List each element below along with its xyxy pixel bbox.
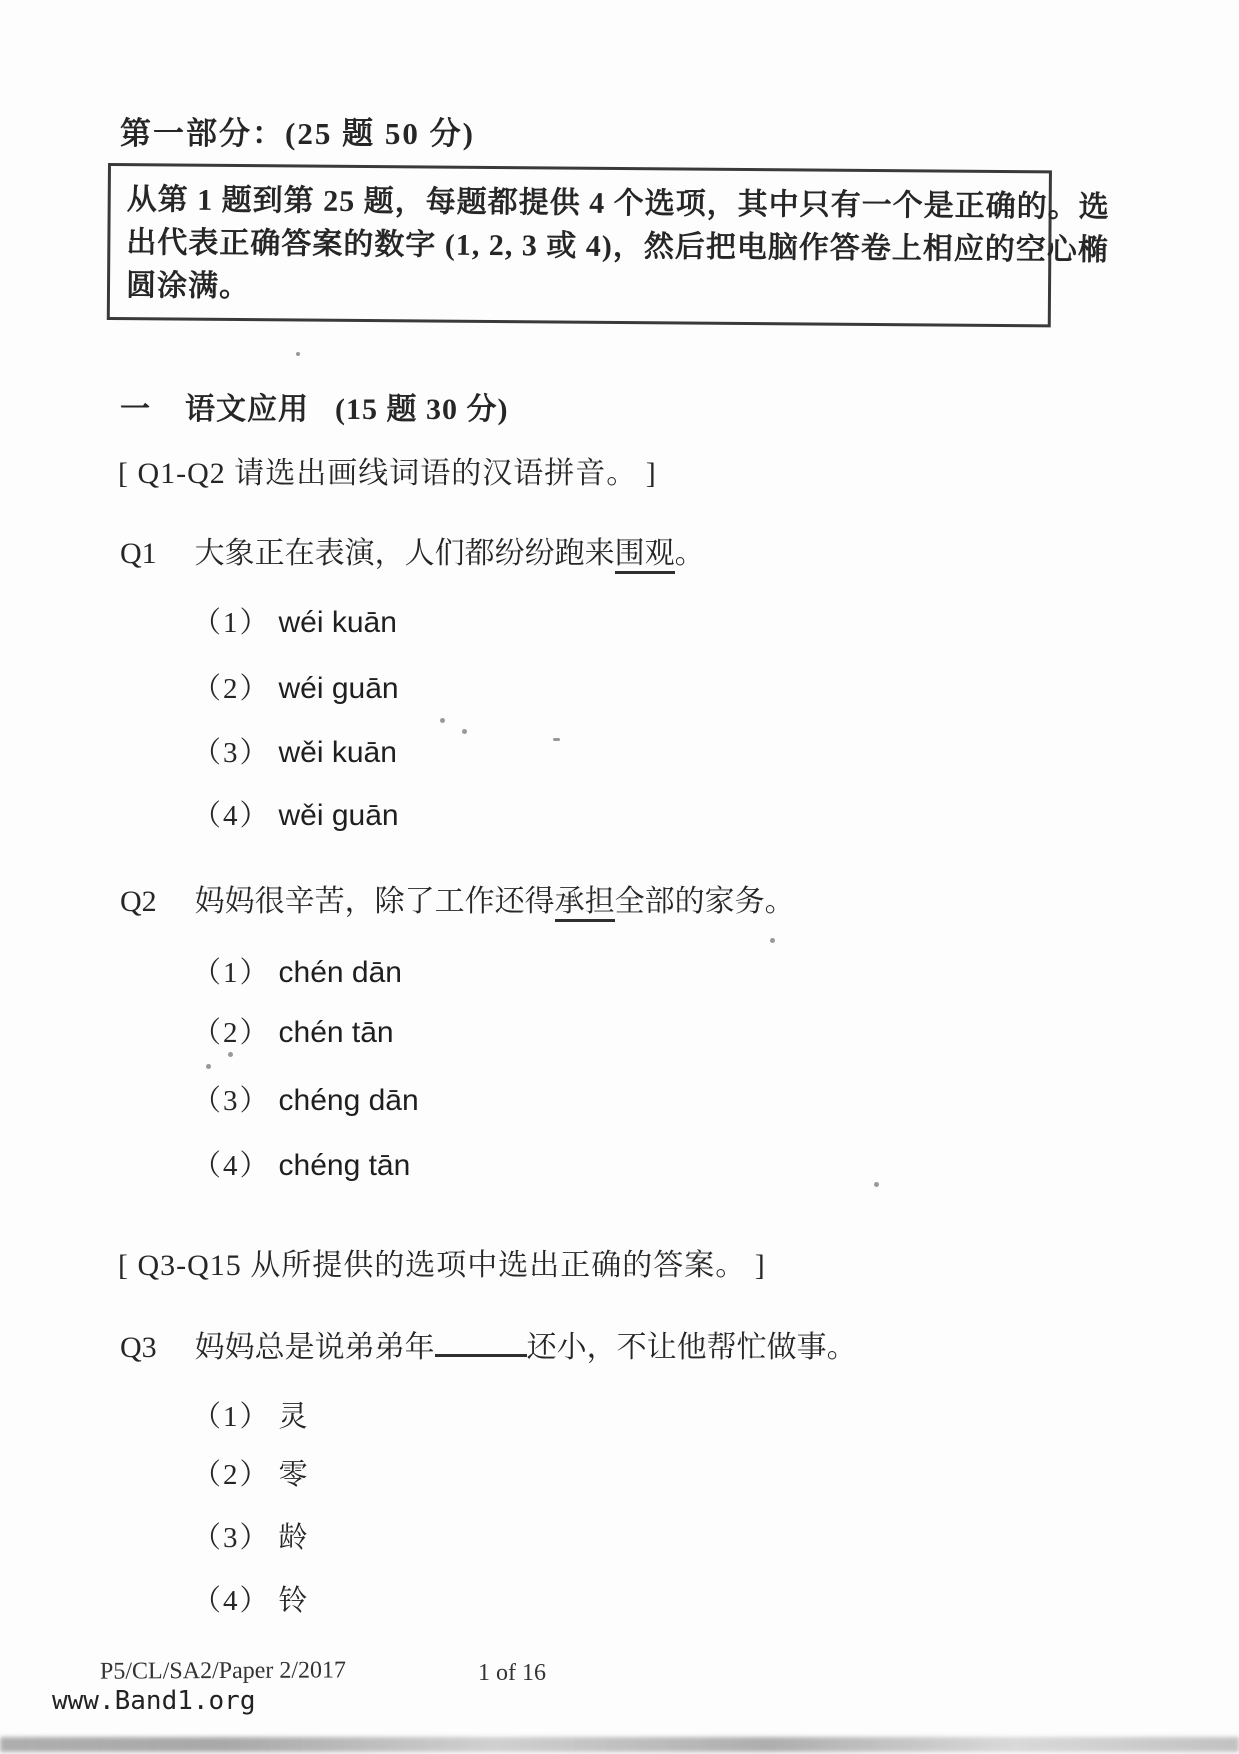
option-q1-4-label: （4） xyxy=(192,800,271,832)
option-q2-2-label: （2） xyxy=(192,1017,271,1049)
option-q3-2-text: 零 xyxy=(278,1459,308,1491)
option-q2-3-label: （3） xyxy=(192,1085,271,1117)
option-q3-3-text: 龄 xyxy=(278,1522,308,1554)
question-q3-id: Q3 xyxy=(120,1331,157,1364)
footer-paper-code: P5/CL/SA2/Paper 2/2017 xyxy=(99,1657,347,1685)
group-instruction-q1-q2: [ Q1-Q2 请选出画线词语的汉语拼音。 ] xyxy=(118,457,657,490)
group-instruction-q3-q15: [ Q3-Q15 从所提供的选项中选出正确的答案。 ] xyxy=(118,1249,766,1282)
section-marks: (15 题 30 分) xyxy=(335,393,509,426)
question-q3-blank xyxy=(435,1329,527,1358)
scan-speck xyxy=(206,1064,211,1069)
option-q2-2 xyxy=(192,1010,394,1051)
part-title: 第一部分：(25 题 50 分) xyxy=(120,116,475,151)
scan-speck xyxy=(462,729,467,734)
option-q2-4-text: chéng tān xyxy=(278,1149,411,1182)
option-q2-3 xyxy=(192,1078,419,1119)
question-q1 xyxy=(120,528,705,572)
option-q3-2-label: （2） xyxy=(192,1459,271,1491)
question-q2 xyxy=(120,876,795,920)
option-q3-4-text: 铃 xyxy=(278,1585,308,1617)
scan-speck xyxy=(874,1182,879,1187)
question-q2-id: Q2 xyxy=(120,885,157,918)
question-q3-stem-pre: 妈妈总是说弟弟年 xyxy=(194,1331,435,1364)
option-q3-1-label: （1） xyxy=(192,1401,271,1433)
question-q3-stem-post: 还小，不让他帮忙做事。 xyxy=(526,1331,857,1364)
scan-speck xyxy=(296,352,300,356)
instruction-line-3: 圆涂满。 xyxy=(125,269,251,304)
option-q2-4-label: （4） xyxy=(192,1150,271,1182)
option-q1-1-label: （1） xyxy=(192,607,271,639)
option-q2-1-text: chén dān xyxy=(278,956,402,989)
instruction-line-1: 从第 1 题到第 25 题，每题都提供 4 个选项，其中只有一个是正确的。选 xyxy=(126,183,1110,224)
question-q3 xyxy=(120,1322,857,1366)
question-q1-stem-post: 。 xyxy=(674,537,705,570)
instruction-box xyxy=(107,163,1110,327)
option-q2-1 xyxy=(192,950,402,991)
option-q3-4 xyxy=(192,1578,308,1619)
option-q1-2-label: （2） xyxy=(192,673,271,705)
option-q2-3-text: chéng dān xyxy=(278,1084,419,1117)
section-number: 一 xyxy=(120,393,151,426)
scan-speck xyxy=(440,718,445,723)
option-q3-1-text: 灵 xyxy=(278,1401,308,1433)
scan-speck xyxy=(553,738,560,741)
question-q2-underlined-word: 承担 xyxy=(555,885,615,922)
scan-edge-strip xyxy=(0,1737,1239,1752)
option-q1-3 xyxy=(192,730,397,771)
question-q1-stem-pre: 大象正在表演，人们都纷纷跑来 xyxy=(194,537,615,570)
question-q1-underlined-word: 围观 xyxy=(615,537,675,574)
option-q3-2 xyxy=(192,1452,308,1493)
option-q3-3-label: （3） xyxy=(192,1522,271,1554)
scan-speck xyxy=(770,938,775,943)
option-q1-3-text: wěi kuān xyxy=(278,736,397,769)
option-q2-2-text: chén tān xyxy=(278,1016,394,1049)
option-q1-4 xyxy=(192,793,399,834)
option-q3-1 xyxy=(192,1394,308,1435)
section-title: 语文应用 xyxy=(185,393,309,426)
option-q1-1 xyxy=(192,600,397,641)
section-heading xyxy=(120,384,508,428)
question-q2-stem-pre: 妈妈很辛苦，除了工作还得 xyxy=(194,885,555,918)
option-q2-1-label: （1） xyxy=(192,957,271,989)
question-q1-id: Q1 xyxy=(120,537,157,570)
option-q1-2 xyxy=(192,666,399,707)
question-q2-stem-post: 全部的家务。 xyxy=(614,885,795,918)
instruction-line-2: 出代表正确答案的数字 (1, 2, 3 或 4)，然后把电脑作答卷上相应的空心椭 xyxy=(126,226,1109,267)
option-q2-4 xyxy=(192,1143,410,1184)
footer-website: www.Band1.org xyxy=(52,1686,256,1716)
option-q3-4-label: （4） xyxy=(192,1585,271,1617)
option-q1-4-text: wěi guān xyxy=(278,799,399,832)
option-q1-1-text: wéi kuān xyxy=(278,606,397,639)
scan-speck xyxy=(228,1052,233,1057)
option-q3-3 xyxy=(192,1515,308,1556)
option-q1-3-label: （3） xyxy=(192,737,271,769)
option-q1-2-text: wéi guān xyxy=(278,672,399,705)
footer-page-number: 1 of 16 xyxy=(478,1660,546,1686)
